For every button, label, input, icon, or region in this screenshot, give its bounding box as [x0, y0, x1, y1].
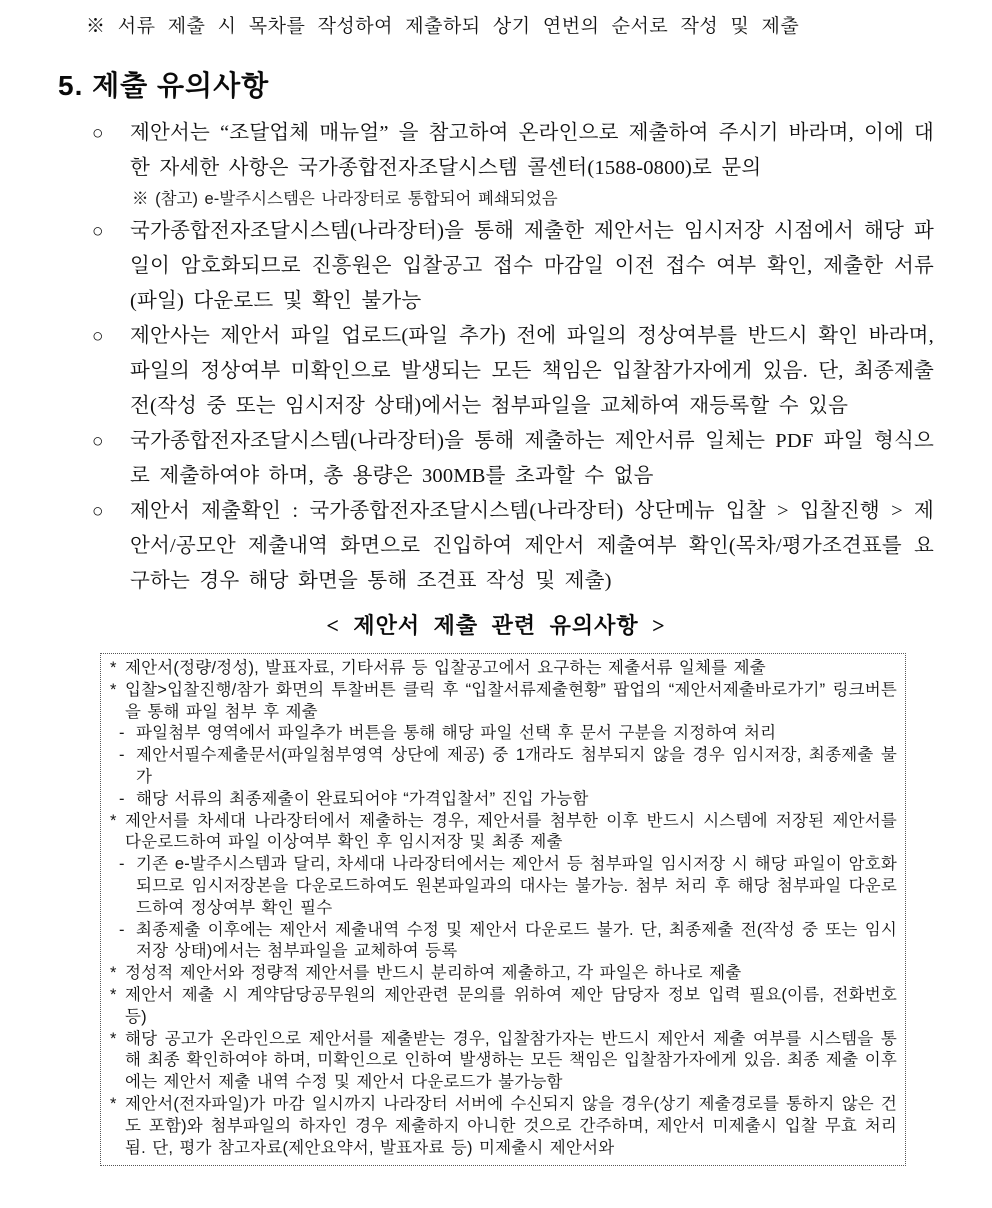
asterisk-bullet-icon: * — [110, 659, 117, 677]
asterisk-bullet-icon: * — [110, 985, 117, 1004]
notice-text: 최종제출 이후에는 제안서 제출내역 수정 및 제안서 다운로드 불가. 단, 최종제출 전(작성 중 또는 임시저장 상태)에서는 첨부파일을 교체하여 등록 — [136, 920, 897, 961]
circle-bullet-icon: ○ — [92, 431, 104, 452]
notice-subitem — [107, 789, 897, 811]
circle-bullet-icon: ○ — [92, 326, 104, 347]
bullet-text: 제안서 제출확인 : 국가종합전자조달시스템(나라장터) 상단메뉴 입찰 > 입찰진행 > 제안서/공모안 제출내역 화면으로 진입하여 제안서 제출여부 확인(목차/평가조견표를 요구하는 경우 해당 화면을 통해 조견표 작성 및 제출) — [130, 500, 934, 592]
bullet-text: 제안사는 제안서 파일 업로드(파일 추가) 전에 파일의 정상여부를 반드시 확인 바라며, 파일의 정상여부 미확인으로 발생되는 모든 책임은 입찰참가자에게 있음. 단, 최종제출 전(작성 중 또는 임시저장 상태)에서는 첨부파일을 교체하여 재등록할 수 있음 — [130, 325, 934, 417]
asterisk-bullet-icon: * — [110, 811, 117, 830]
list-item-text — [130, 494, 934, 599]
dash-bullet-icon: - — [119, 789, 125, 808]
list-item-text — [130, 424, 934, 494]
asterisk-bullet-icon: * — [110, 1029, 117, 1048]
notice-text: 제안서 제출 시 계약담당공무원의 제안관련 문의를 위하여 제안 담당자 정보 입력 필요(이름, 전화번호 등) — [125, 985, 897, 1026]
circle-bullet-icon: ○ — [92, 123, 104, 144]
dash-bullet-icon: - — [119, 746, 125, 765]
notice-text: 제안서를 차세대 나라장터에서 제출하는 경우, 제안서를 첨부한 이후 반드시 시스템에 저장된 제안서를 다운로드하여 파일 이상여부 확인 후 임시저장 및 최종 제출 — [125, 811, 897, 852]
list-item — [92, 116, 934, 214]
circle-bullet-icon: ○ — [92, 221, 104, 242]
list-item-text — [130, 214, 934, 319]
list-item — [92, 494, 934, 599]
asterisk-bullet-icon: * — [110, 1094, 117, 1113]
bullet-text: 국가종합전자조달시스템(나라장터)을 통해 제출한 제안서는 임시저장 시점에서 해당 파일이 암호화되므로 진흥원은 입찰공고 접수 마감일 이전 접수 여부 확인, 제출한 서류(파일) 다운로드 및 확인 불가능 — [130, 220, 934, 312]
notice-text: 해당 공고가 온라인으로 제안서를 제출받는 경우, 입찰참가자는 반드시 제안서 제출 여부를 시스템을 통해 최종 확인하여야 하며, 미확인으로 인하여 발생하는 모든 책임은 입찰참가자에게 있음. 최종 제출 이후에는 제안서 제출 내역 수정 및 제안서 다운로드가 불가능함 — [125, 1029, 897, 1092]
notice-item — [107, 811, 897, 855]
notice-box — [100, 653, 906, 1166]
reference-note: ※ (참고) e-발주시스템은 나라장터로 통합되어 폐쇄되었음 — [132, 190, 558, 208]
submission-notes-list — [92, 116, 934, 599]
list-item — [92, 214, 934, 319]
section-title: 5. 제출 유의사항 — [58, 70, 270, 101]
notice-subitem — [107, 723, 897, 745]
list-item-text — [130, 116, 934, 214]
notice-box-title: < 제안서 제출 관련 유의사항 > — [326, 613, 666, 638]
notice-text: 제안서(전자파일)가 마감 일시까지 나라장터 서버에 수신되지 않을 경우(상기 제출경로를 통하지 않은 건도 포함)와 첨부파일의 하자인 경우 제출하지 아니한 것으로 간주하며, 제안서 미제출시 입찰 무효 처리됨. 단, 평가 참고자료(제안요약서, 발표자료 등) 미제출시 제안서와 — [125, 1094, 897, 1157]
bullet-text: 제안서는 “조달업체 매뉴얼” 을 참고하여 온라인으로 제출하여 주시기 바라며, 이에 대한 자세한 사항은 국가종합전자조달시스템 콜센터(1588-0800)로 문의 — [130, 122, 934, 179]
notice-subitem — [107, 920, 897, 964]
notice-text: 기존 e-발주시스템과 달리, 차세대 나라장터에서는 제안서 등 첨부파일 임시저장 시 해당 파일이 암호화되므로 임시저장본을 다운로드하여도 원본파일과의 대사는 불가능. 첨부 처리 후 해당 첨부파일 다운로드하여 정상여부 확인 필수 — [136, 855, 897, 917]
notice-text: 정성적 제안서와 정량적 제안서를 반드시 분리하여 제출하고, 각 파일은 하나로 제출 — [125, 964, 742, 983]
notice-item — [107, 658, 897, 680]
asterisk-bullet-icon: * — [110, 964, 117, 983]
bullet-text: 국가종합전자조달시스템(나라장터)을 통해 제출하는 제안서류 일체는 PDF 파일 형식으로 제출하여야 하며, 총 용량은 300MB를 초과할 수 없음 — [130, 430, 934, 487]
toc-order-note: ※ 서류 제출 시 목차를 작성하여 제출하되 상기 연번의 순서로 작성 및 제출 — [86, 16, 800, 37]
notice-item — [107, 1029, 897, 1094]
notice-subitem — [107, 854, 897, 919]
dash-bullet-icon: - — [119, 855, 125, 874]
notice-item — [107, 1094, 897, 1159]
notice-text: 입찰>입찰진행/참가 화면의 투찰버튼 클릭 후 “입찰서류제출현황” 팝업의 “제안서제출바로가기” 링크버튼을 통해 파일 첨부 후 제출 — [125, 680, 897, 721]
notice-subitem — [107, 745, 897, 789]
notice-text: 해당 서류의 최종제출이 완료되어야 “가격입찰서” 진입 가능함 — [136, 789, 589, 808]
list-item-text — [130, 319, 934, 424]
notice-item — [107, 680, 897, 724]
asterisk-bullet-icon: * — [110, 680, 117, 699]
dash-bullet-icon: - — [119, 920, 125, 939]
list-item — [92, 319, 934, 424]
list-item — [92, 424, 934, 494]
notice-text: 제안서(정량/정성), 발표자료, 기타서류 등 입찰공고에서 요구하는 제출서류 일체를 제출 — [125, 659, 766, 677]
notice-text: 제안서필수제출문서(파일첨부영역 상단에 제공) 중 1개라도 첨부되지 않을 경우 임시저장, 최종제출 불가 — [136, 746, 897, 786]
notice-text: 파일첨부 영역에서 파일추가 버튼을 통해 해당 파일 선택 후 문서 구분을 지정하여 처리 — [136, 724, 777, 743]
dash-bullet-icon: - — [119, 724, 125, 743]
notice-item — [107, 985, 897, 1029]
circle-bullet-icon: ○ — [92, 501, 104, 522]
notice-item — [107, 963, 897, 985]
document-page — [0, 14, 992, 1208]
